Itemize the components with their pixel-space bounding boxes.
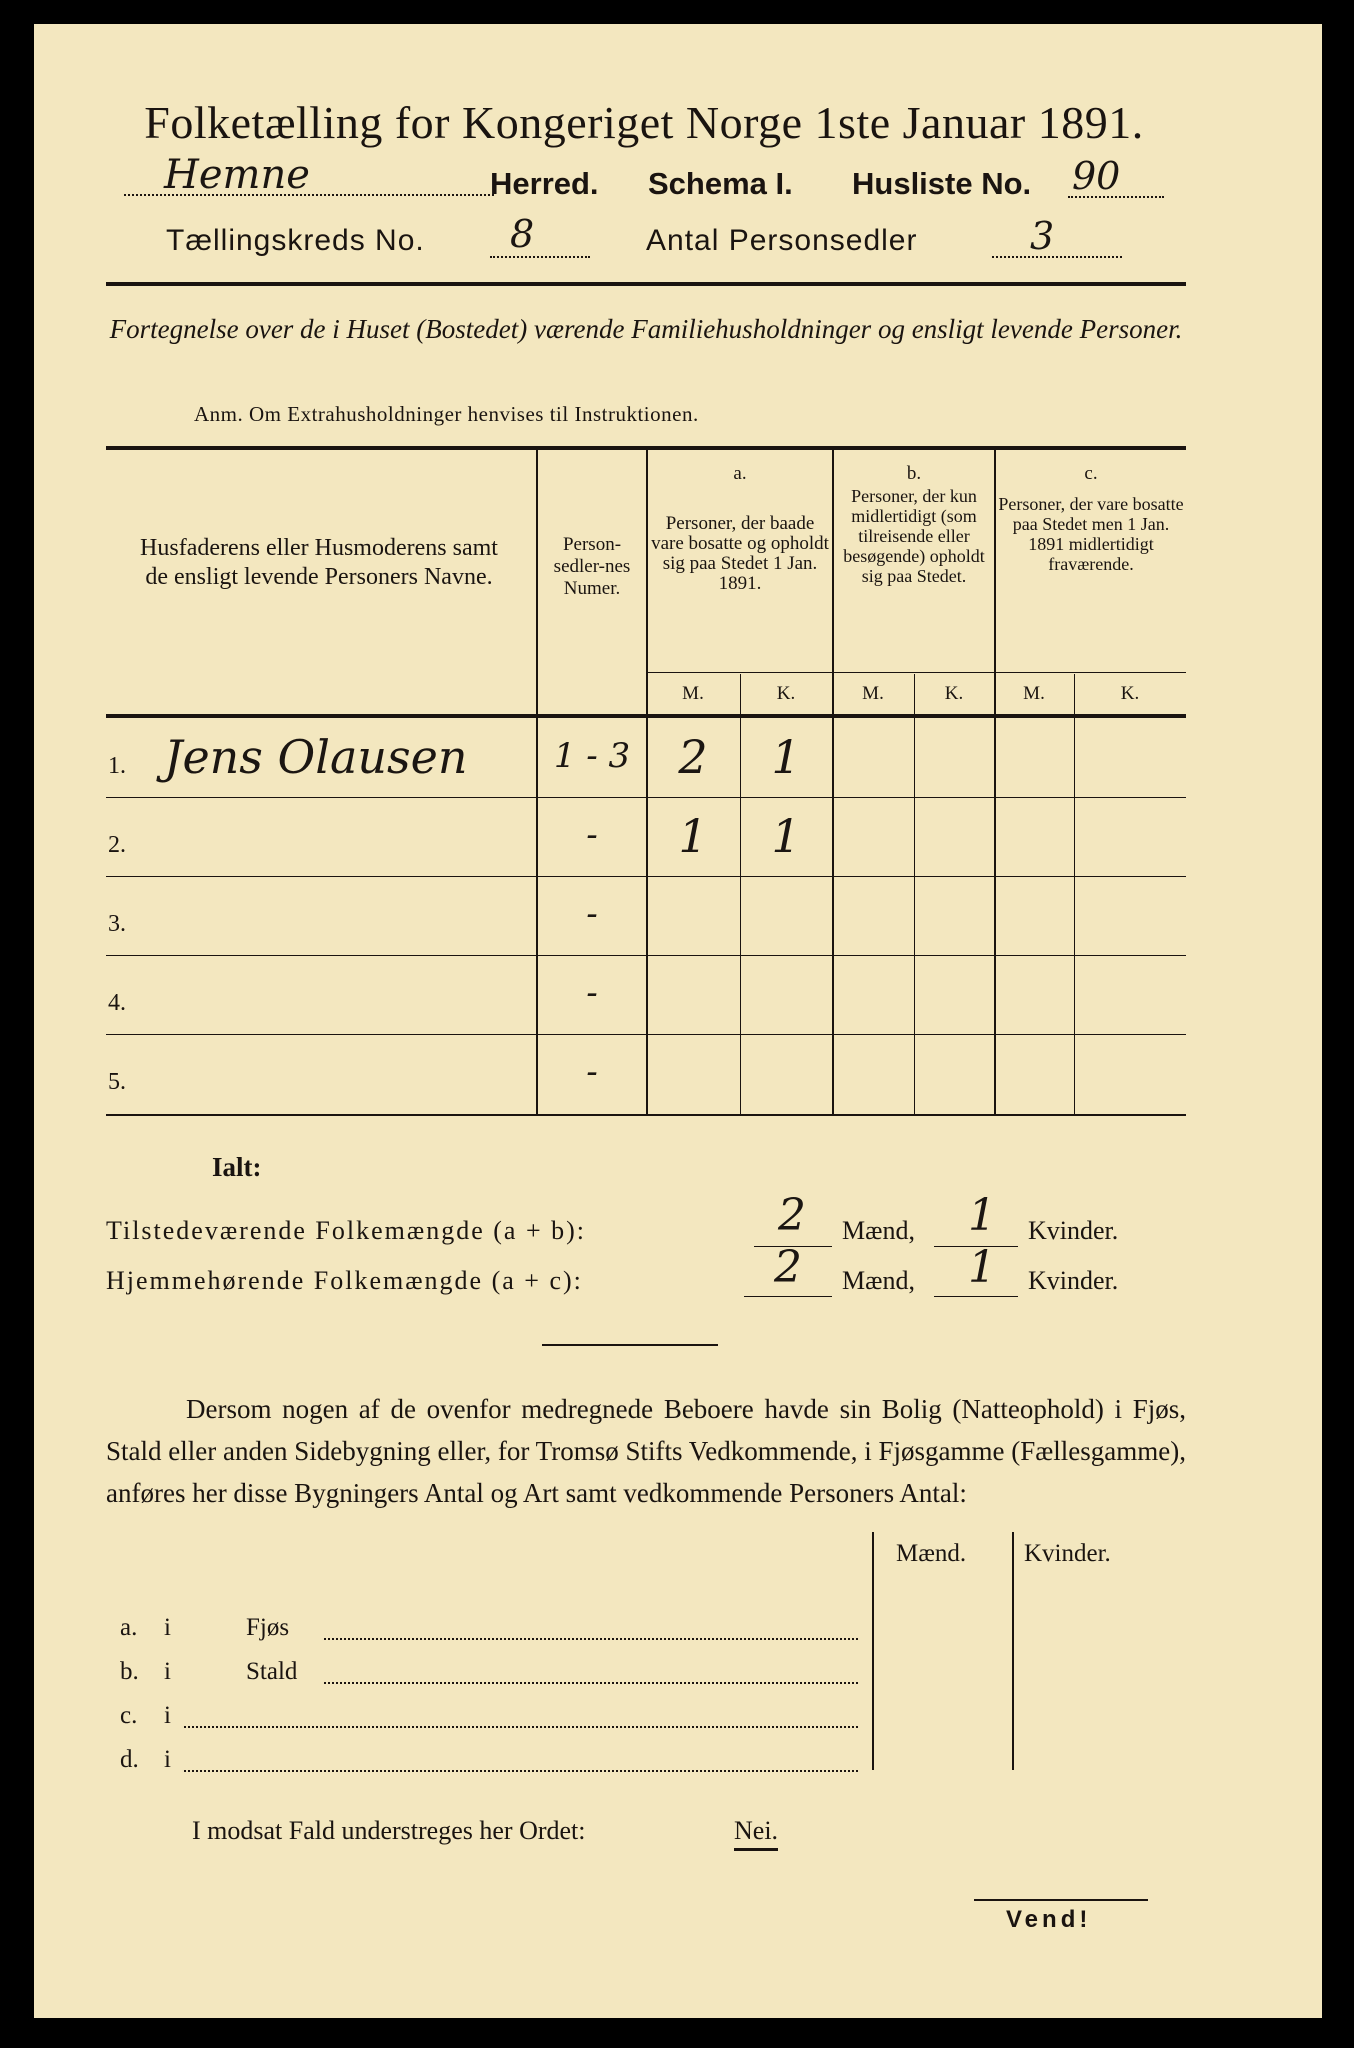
buildings-maend-head: Mænd. [896,1540,967,1567]
husliste-label: Husliste No. [852,166,1032,201]
hjemme-label: Hjemmehørende Folkemængde (a + c): [106,1266,583,1295]
col-head-a: Personer, der baade vare bosatte og opholdt sig paa Stedet 1 Jan. 1891. [651,513,829,594]
row-a-m: 1 [678,809,708,863]
nei-underline [734,1848,778,1851]
header-rule [106,282,1186,286]
husliste-value: 90 [1072,154,1121,198]
building-letter: b. [120,1658,139,1685]
building-i: i [164,1746,171,1773]
hjemme-m-line [744,1296,832,1297]
c-k-label: K. [1120,683,1140,704]
row-numer: - [586,894,598,934]
table-row-rule [106,955,1186,956]
anm-text: Anm. Om Extrahusholdninger henvises til Instruktionen. [194,402,699,426]
building-dotline [324,1638,858,1640]
row-a-k: 1 [771,809,801,863]
census-form [34,24,1322,2018]
buildings-kvinder-head: Kvinder. [1024,1540,1111,1567]
row-a-k: 1 [771,730,801,784]
tilstede-maend: Mænd, [842,1216,915,1245]
col-divider-1 [536,448,538,1114]
building-dotline [184,1770,858,1772]
schema-label: Schema I. [648,166,793,201]
building-label: Stald [246,1658,298,1685]
nei-word[interactable]: Nei. [734,1816,779,1845]
antal-dotline [992,256,1122,258]
building-i: i [164,1658,171,1685]
row-number: 2. [108,832,126,858]
vend-text: Vend! [1006,1906,1092,1933]
building-letter: a. [120,1614,138,1641]
col-head-c-letter: c. [1084,463,1098,484]
hjemme-m-value: 2 [774,1242,802,1293]
col-divider-4 [994,448,996,1114]
building-label: Fjøs [246,1614,290,1641]
krets-label: Tællingskreds No. [166,224,425,257]
col-head-numer: Person-sedler-nes Numer. [553,534,631,599]
krets-dotline [490,256,590,258]
vend-rule [974,1899,1148,1901]
herred-label: Herred. [490,166,599,201]
buildings-divider-2 [1012,1532,1014,1770]
b-k-label: K. [944,683,964,704]
col-head-c: Personer, der vare bosatte paa Stedet men 1 Jan. 1891 midlertidigt fraværende. [998,494,1184,574]
buildings-paragraph: Dersom nogen af de ovenfor medregnede Beboere havde sin Bolig (Natteophold) i Fjøs, Stald eller anden Sidebygning eller, for Tromsø Stifts Vedkommende, i Fjøsgamme (Fællesgamme), anføres her disse Bygningers Antal og Art samt vedkommende Personers Antal: [106,1394,1186,1508]
table-row-rule [106,876,1186,877]
col-head-b-letter: b. [906,463,922,484]
b-m-label: M. [862,683,884,704]
table-row-rule [106,797,1186,798]
antal-value: 3 [1030,214,1055,258]
a-k-label: K. [776,683,796,704]
row-number: 3. [108,911,126,937]
row-number: 5. [108,1069,126,1095]
tilstede-m-value: 2 [778,1190,806,1241]
hjemme-k-value: 1 [968,1242,996,1293]
hjemme-kvinder: Kvinder. [1028,1266,1119,1295]
a-m-label: M. [682,683,704,704]
tilstede-kvinder: Kvinder. [1028,1216,1119,1245]
separator-rule [542,1344,718,1346]
row-name: Jens Olausen [164,730,468,784]
row-number: 1. [108,753,126,779]
herred-value: Hemne [164,152,310,198]
form-title: Folketælling for Kongeriget Norge 1ste Januar 1891. [144,97,1144,148]
building-i: i [164,1702,171,1729]
antal-label: Antal Personsedler [646,224,918,257]
row-number: 4. [108,990,126,1016]
row-numer: - [586,1052,598,1092]
building-letter: d. [120,1746,139,1773]
intro-text: Fortegnelse over de i Huset (Bostedet) værende Familiehusholdninger og ensligt levende Personer. [109,314,1183,344]
hjemme-k-line [934,1296,1018,1297]
row-numer: - [586,815,598,855]
building-dotline [184,1726,858,1728]
col-head-names: Husfaderens eller Husmoderens samt de ensligt levende Personers Navne. [140,535,498,590]
building-letter: c. [120,1702,138,1729]
krets-value: 8 [510,212,535,256]
table-row-rule [106,1034,1186,1035]
col-head-b: Personer, der kun midlertidigt (som tilreisende eller besøgende) opholdt sig paa Stedet. [843,486,985,586]
table-bottom-rule [106,1114,1186,1116]
col-head-a-letter: a. [733,463,747,484]
buildings-divider-1 [872,1532,874,1770]
mk-rule [646,672,1186,673]
c-m-label: M. [1023,683,1045,704]
modsat-text: I modsat Fald understreges her Ordet: [192,1816,586,1845]
col-mk-b [914,674,915,1114]
row-numer: 1 - 3 [553,736,631,776]
building-i: i [164,1614,171,1641]
col-divider-3 [832,448,834,1114]
col-mk-c [1074,674,1075,1114]
row-numer: - [586,973,598,1013]
ialt-label: Ialt: [212,1152,262,1182]
building-dotline [324,1682,858,1684]
tilstede-k-value: 1 [968,1190,996,1241]
row-a-m: 2 [678,730,708,784]
hjemme-maend: Mænd, [842,1266,915,1295]
tilstede-label: Tilstedeværende Folkemængde (a + b): [106,1216,586,1245]
